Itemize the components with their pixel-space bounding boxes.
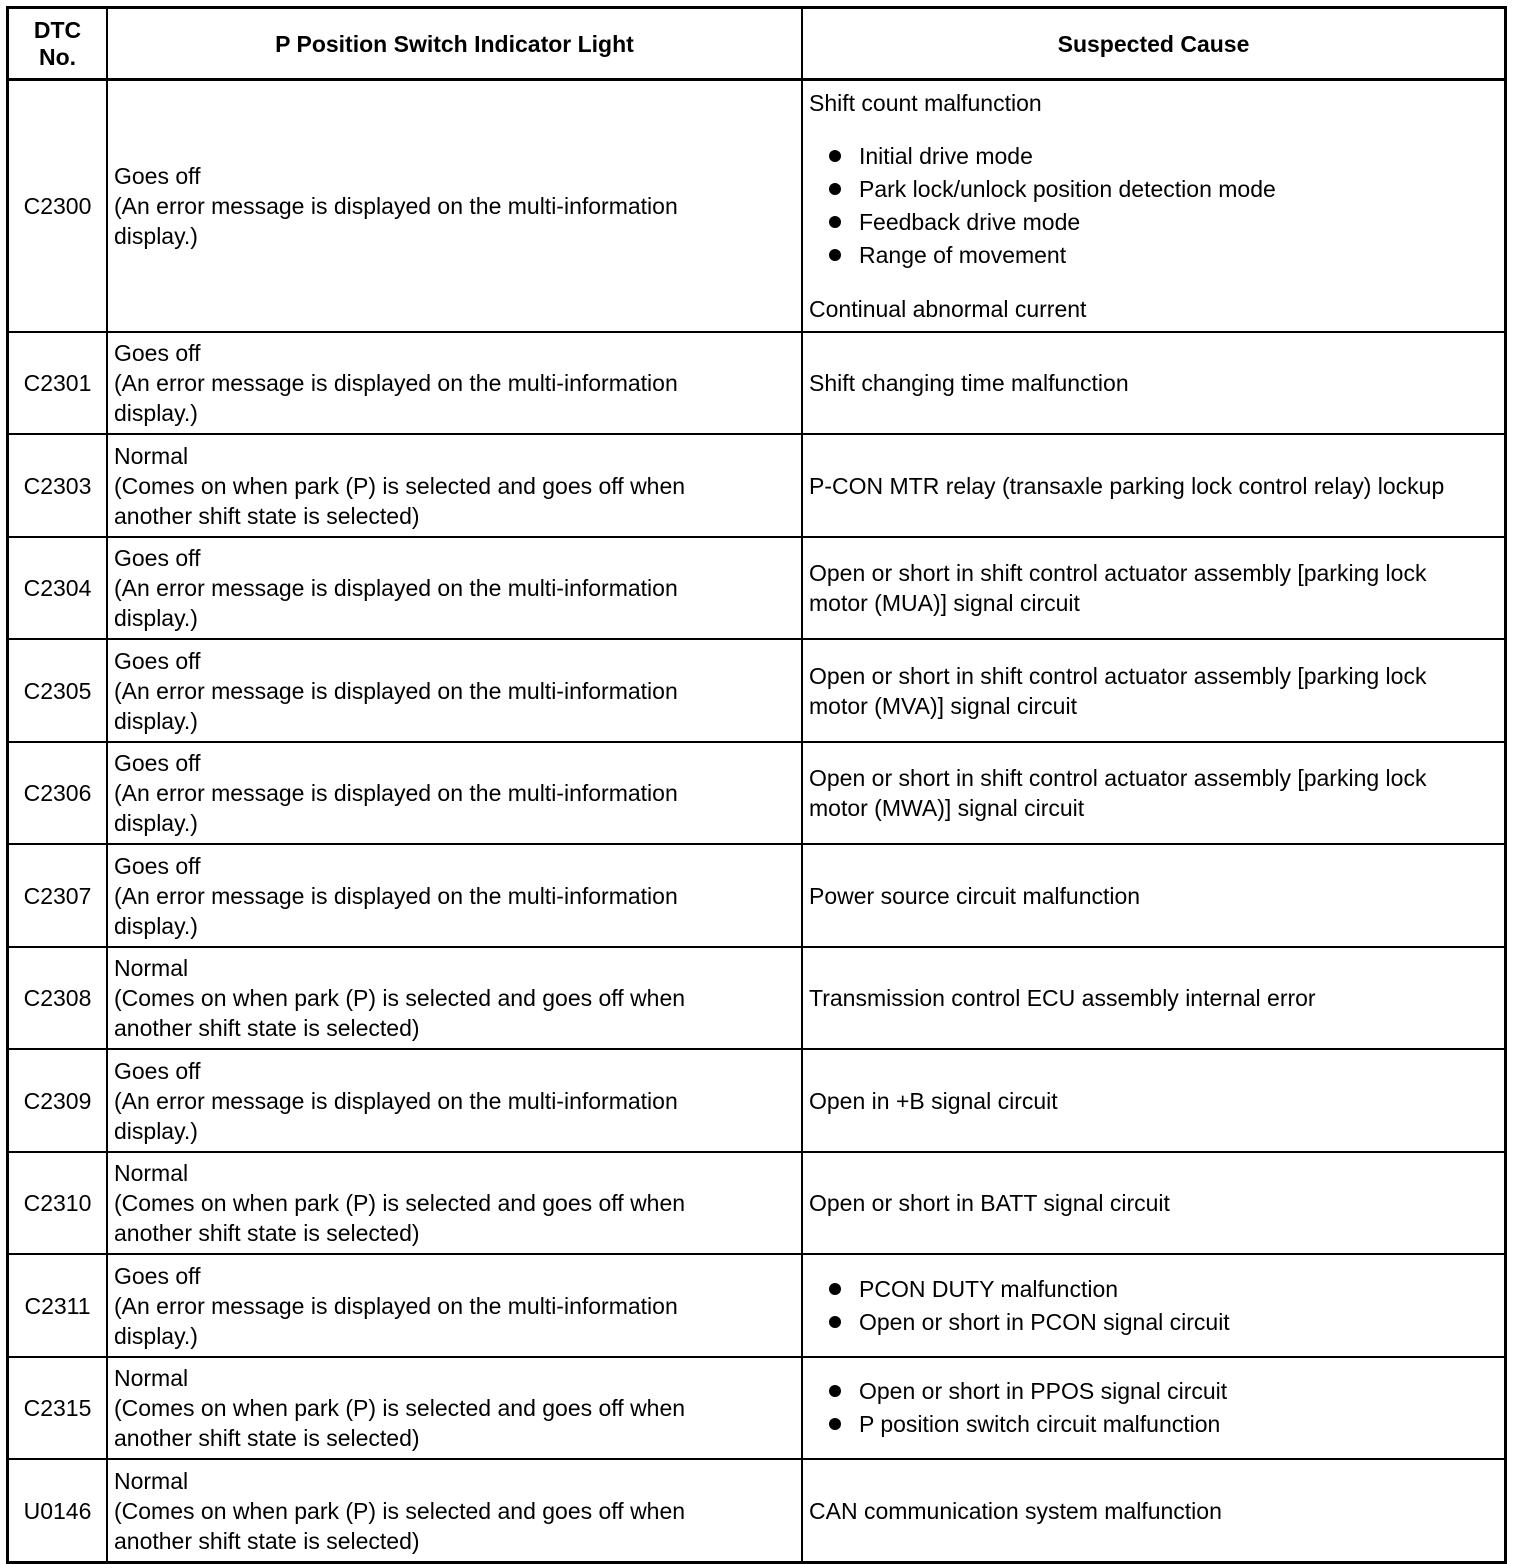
- indicator-cell: [108, 948, 803, 1050]
- indicator-text-line: (An error message is displayed on the multi-information: [114, 882, 678, 909]
- dtc-code: C2315: [23, 1395, 92, 1421]
- cause-cell: [803, 333, 1504, 435]
- header-cause-label: Suspected Cause: [1057, 30, 1250, 57]
- dtc-code-cell: [9, 1255, 108, 1358]
- indicator-text-line: display.): [114, 912, 198, 939]
- indicator-cell: [108, 1358, 803, 1460]
- cause-bullet-item: Open or short in PPOS signal circuit: [827, 1375, 1498, 1408]
- dtc-code: C2305: [23, 677, 92, 704]
- dtc-code-cell: [9, 1460, 108, 1561]
- dtc-code-cell: [9, 640, 108, 743]
- dtc-code-cell: [9, 948, 108, 1050]
- indicator-text-line: (An error message is displayed on the multi-information: [114, 677, 678, 704]
- dtc-code-cell: [9, 845, 108, 948]
- indicator-cell: [108, 1153, 803, 1255]
- indicator-text-line: Goes off: [114, 163, 201, 189]
- dtc-code: U0146: [23, 1497, 92, 1524]
- cause-cell: [803, 1358, 1504, 1460]
- cause-bullet-item: PCON DUTY malfunction: [827, 1273, 1498, 1306]
- indicator-text-line: display.): [114, 1322, 198, 1349]
- dtc-code: C2309: [23, 1087, 92, 1114]
- cause-text-line: Open in +B signal circuit: [809, 1087, 1058, 1114]
- indicator-text-line: Normal: [114, 442, 189, 469]
- cause-bullet-item: Range of movement: [827, 239, 1498, 272]
- indicator-text-line: Goes off: [114, 1057, 201, 1084]
- cause-bullet-list: [809, 140, 1498, 272]
- indicator-text-line: another shift state is selected): [114, 1527, 420, 1554]
- cause-text-line: Shift count malfunction: [809, 90, 1042, 116]
- cause-bullet-list: [809, 1375, 1498, 1441]
- indicator-text-line: Normal: [114, 955, 189, 981]
- indicator-text-line: another shift state is selected): [114, 1425, 420, 1451]
- cause-bullet-item: Park lock/unlock position detection mode: [827, 173, 1498, 206]
- indicator-text-line: Normal: [114, 1365, 189, 1391]
- dtc-code: C2308: [23, 985, 92, 1011]
- cause-text-line: Continual abnormal current: [809, 296, 1087, 322]
- cause-cell: [803, 640, 1504, 743]
- cause-bullet-item: Feedback drive mode: [827, 206, 1498, 239]
- indicator-text-line: (Comes on when park (P) is selected and goes off when: [114, 1497, 686, 1524]
- dtc-code-cell: [9, 435, 108, 538]
- indicator-cell: [108, 538, 803, 640]
- cause-text-line: motor (MVA)] signal circuit: [809, 692, 1077, 719]
- dtc-code-cell: [9, 1358, 108, 1460]
- dtc-code-cell: [9, 333, 108, 435]
- indicator-text-line: Goes off: [114, 852, 201, 879]
- indicator-text-line: display.): [114, 400, 198, 426]
- cause-text-line: motor (MWA)] signal circuit: [809, 795, 1085, 821]
- indicator-text-line: (An error message is displayed on the multi-information: [114, 780, 678, 806]
- indicator-text-line: (An error message is displayed on the multi-information: [114, 1087, 678, 1114]
- cause-cell: [803, 1153, 1504, 1255]
- indicator-cell: [108, 640, 803, 743]
- indicator-text-line: display.): [114, 605, 198, 631]
- indicator-cell: [108, 845, 803, 948]
- dtc-table-grid: [9, 9, 1504, 1561]
- indicator-text-line: Normal: [114, 1467, 189, 1494]
- dtc-code-cell: [9, 743, 108, 845]
- cause-bullet-item: Open or short in PCON signal circuit: [827, 1306, 1498, 1339]
- header-dtc-no: [9, 9, 108, 81]
- indicator-text-line: Goes off: [114, 545, 201, 571]
- spacer: [809, 272, 1498, 294]
- dtc-code: C2304: [23, 575, 92, 601]
- indicator-cell: [108, 1050, 803, 1153]
- indicator-text-line: display.): [114, 1117, 198, 1144]
- cause-text-line: Open or short in shift control actuator assembly [parking lock: [809, 662, 1427, 689]
- indicator-cell: [108, 1460, 803, 1561]
- spacer: [809, 118, 1498, 140]
- cause-cell: [803, 435, 1504, 538]
- cause-cell: [803, 845, 1504, 948]
- cause-bullet-item: P position switch circuit malfunction: [827, 1408, 1498, 1441]
- dtc-code-cell: [9, 81, 108, 333]
- indicator-text-line: (Comes on when park (P) is selected and goes off when: [114, 1190, 686, 1216]
- indicator-text-line: another shift state is selected): [114, 502, 420, 529]
- dtc-table: [6, 6, 1507, 1564]
- cause-cell: [803, 1255, 1504, 1358]
- indicator-text-line: (An error message is displayed on the multi-information: [114, 1292, 678, 1319]
- indicator-text-line: (An error message is displayed on the multi-information: [114, 575, 678, 601]
- indicator-text-line: another shift state is selected): [114, 1015, 420, 1041]
- indicator-cell: [108, 81, 803, 333]
- cause-bullet-list: [809, 1273, 1498, 1339]
- indicator-cell: [108, 1255, 803, 1358]
- indicator-text-line: (Comes on when park (P) is selected and goes off when: [114, 1395, 686, 1421]
- indicator-text-line: another shift state is selected): [114, 1220, 420, 1246]
- header-suspected-cause: [803, 9, 1504, 81]
- indicator-text-line: Goes off: [114, 1262, 201, 1289]
- cause-cell: [803, 1460, 1504, 1561]
- cause-text-line: Power source circuit malfunction: [809, 882, 1141, 909]
- dtc-code: C2300: [23, 193, 92, 219]
- dtc-code: C2303: [23, 472, 92, 499]
- header-dtc-line1: DTC: [33, 16, 82, 43]
- cause-text-line: motor (MUA)] signal circuit: [809, 590, 1080, 616]
- indicator-text-line: display.): [114, 810, 198, 836]
- dtc-code-cell: [9, 538, 108, 640]
- cause-cell: [803, 538, 1504, 640]
- dtc-code: C2307: [23, 882, 92, 909]
- indicator-cell: [108, 743, 803, 845]
- cause-cell: [803, 743, 1504, 845]
- header-indicator-label: P Position Switch Indicator Light: [275, 30, 634, 57]
- cause-cell: [803, 948, 1504, 1050]
- cause-text-line: Open or short in shift control actuator assembly [parking lock: [809, 765, 1427, 791]
- dtc-code: C2310: [23, 1190, 92, 1216]
- dtc-code: C2311: [24, 1292, 91, 1319]
- cause-text-line: Open or short in shift control actuator assembly [parking lock: [809, 560, 1427, 586]
- dtc-code: C2306: [23, 780, 92, 806]
- dtc-code-cell: [9, 1153, 108, 1255]
- indicator-text-line: Goes off: [114, 647, 201, 674]
- cause-bullet-item: Initial drive mode: [827, 140, 1498, 173]
- cause-text-line: CAN communication system malfunction: [809, 1497, 1222, 1524]
- indicator-text-line: Goes off: [114, 340, 201, 366]
- cause-text-line: Shift changing time malfunction: [809, 370, 1129, 396]
- header-indicator-light: [108, 9, 803, 81]
- indicator-text-line: (An error message is displayed on the multi-information: [114, 193, 678, 219]
- cause-text-line: Transmission control ECU assembly internal error: [809, 985, 1316, 1011]
- dtc-code-cell: [9, 1050, 108, 1153]
- indicator-text-line: (Comes on when park (P) is selected and goes off when: [114, 472, 686, 499]
- indicator-text-line: display.): [114, 223, 198, 249]
- indicator-text-line: (An error message is displayed on the multi-information: [114, 370, 678, 396]
- indicator-text-line: Goes off: [114, 750, 201, 776]
- cause-cell: [803, 81, 1504, 333]
- cause-text-line: P-CON MTR relay (transaxle parking lock control relay) lockup: [809, 472, 1445, 499]
- dtc-code: C2301: [23, 370, 92, 396]
- cause-cell: [803, 1050, 1504, 1153]
- indicator-cell: [108, 435, 803, 538]
- header-dtc-line2: No.: [38, 43, 77, 70]
- indicator-text-line: (Comes on when park (P) is selected and goes off when: [114, 985, 686, 1011]
- indicator-cell: [108, 333, 803, 435]
- indicator-text-line: Normal: [114, 1160, 189, 1186]
- cause-text-line: Open or short in BATT signal circuit: [809, 1190, 1170, 1216]
- indicator-text-line: display.): [114, 707, 198, 734]
